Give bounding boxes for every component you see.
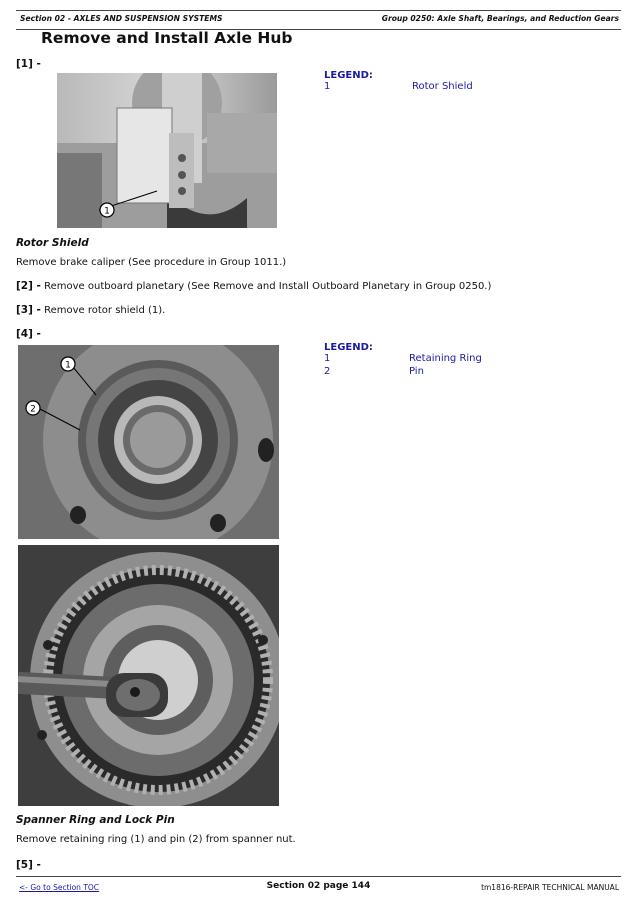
legend-description: Rotor Shield (412, 81, 473, 92)
legend-number: 1 (324, 353, 331, 364)
legend-description: Pin (409, 365, 424, 377)
page-title: Remove and Install Axle Hub (41, 29, 293, 47)
go-to-section-toc-link[interactable]: <- Go to Section TOC (19, 883, 100, 892)
callout-1: 1 (104, 206, 110, 217)
callout-2: 2 (30, 404, 36, 415)
rotor-shield-photo (57, 73, 277, 228)
step-2: [2] - Remove outboard planetary (See Remove and Install Outboard Planetary in Group 0250.) (16, 280, 492, 292)
legend-1 (324, 70, 473, 94)
page-header (16, 10, 621, 30)
step-5-label: [5] - (16, 859, 41, 871)
step-3: [3] - Remove rotor shield (1). (16, 304, 166, 316)
page-number: Section 02 page 144 (266, 881, 371, 891)
legend-row (324, 365, 424, 379)
instruction-text: Remove retaining ring (1) and pin (2) from spanner nut. (16, 834, 296, 845)
step-1-label: [1] - (16, 58, 41, 70)
header-group: Group 0250: Axle Shaft, Bearings, and Reduction Gears (381, 14, 619, 23)
retaining-ring-photo (18, 345, 279, 539)
subheading-rotor-shield: Rotor Shield (16, 237, 89, 249)
header-section: Section 02 - AXLES AND SUSPENSION SYSTEMS (20, 14, 223, 23)
legend-2 (324, 342, 482, 378)
page-footer (16, 876, 621, 895)
subheading-spanner-ring: Spanner Ring and Lock Pin (16, 814, 175, 826)
step-4-label: [4] - (16, 328, 41, 340)
manual-title: tm1816-REPAIR TECHNICAL MANUAL (481, 883, 619, 892)
callout-1: 1 (65, 360, 71, 371)
instruction-text: Remove brake caliper (See procedure in Group 1011.) (16, 257, 287, 268)
legend-description: Retaining Ring (409, 353, 482, 364)
legend-number: 2 (324, 365, 331, 377)
legend-row (324, 81, 473, 94)
legend-number: 1 (324, 81, 331, 92)
legend-heading: LEGEND: (324, 70, 373, 81)
legend-row (324, 353, 482, 366)
spanner-nut-photo (18, 545, 279, 806)
legend-heading: LEGEND: (324, 342, 373, 353)
